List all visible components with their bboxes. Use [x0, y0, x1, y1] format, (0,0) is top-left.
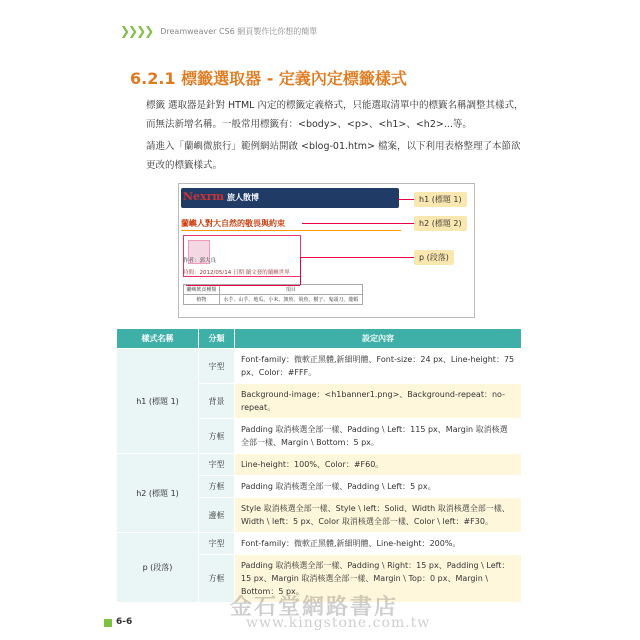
header-content: 設定內容	[235, 329, 522, 349]
time-line: 時間：2012/05/14 日期 蘭文發的蘭嶼世界	[183, 270, 290, 276]
row-value: Font-family：微軟正黑體,新細明體、Font-size：24 px、Line-height：75 px、Color：#FFF。	[235, 349, 522, 384]
row-value: Padding 取消核選全部一樣、Padding \ Left：115 px、Margin 取消核選全部一樣、Margin \ Bottom：5 px。	[235, 419, 522, 454]
row-category: 方框	[199, 555, 235, 603]
row-category: 邊框	[199, 498, 235, 533]
row-value: Padding 取消核選全部一樣、Padding \ Right：15 px、Padding \ Left：15 px、Margin 取消核選全部一樣、Margin \ Top：0 px、Margin \ Bottom：5 px。	[235, 555, 522, 603]
table-header-row	[117, 329, 522, 349]
row-category: 方框	[199, 419, 235, 454]
watermark-url: www.kingstone.com.tw	[246, 615, 431, 631]
h2-heading: 蘭嶼人對大自然的敬畏與約束	[181, 219, 285, 228]
row-category: 背景	[199, 384, 235, 419]
page-marker-icon	[104, 619, 112, 627]
header-style-name: 樣式名稱	[117, 329, 199, 349]
site-logo: Nexrm	[183, 190, 225, 203]
row-category: 方框	[199, 476, 235, 498]
header-category: 分類	[199, 329, 235, 349]
food-table-cell-2: 水芋、山芋、地瓜、小米、旗魚、飛魚、樹子、鬼頭刀、龍蝦	[219, 295, 362, 305]
callout-line-p-horizontal	[186, 285, 300, 286]
row-category: 字型	[199, 349, 235, 384]
food-table-cell-1: 植物	[184, 295, 220, 305]
row-value: Line-height：100%、Color：#F60。	[235, 454, 522, 476]
banner-text: 旅人散博	[227, 193, 259, 202]
style-settings-table	[116, 328, 522, 603]
row-value: Padding 取消核選全部一樣、Padding \ Left：5 px。	[235, 476, 522, 498]
table-row	[117, 533, 522, 555]
food-table	[183, 284, 363, 305]
table-row	[117, 454, 522, 476]
h2-underline	[181, 230, 401, 231]
row-value: Background-image：<h1banner1.png>、Background-repeat：no-repeat。	[235, 384, 522, 419]
row-category: 字型	[199, 454, 235, 476]
group-name-p: p (段落)	[117, 533, 199, 603]
callout-h1: h1 (標題 1)	[414, 192, 467, 207]
table-row	[117, 349, 522, 384]
section-title: 6.2.1 標籤選取器 - 定義內定標籤樣式	[130, 69, 407, 88]
group-name-h1: h1 (標題 1)	[117, 349, 199, 454]
food-table-header-2: 項目	[219, 285, 362, 295]
h1-banner	[181, 188, 399, 208]
row-value: Style 取消核選全部一樣、Style \ left：Solid、Width 取消核選全部一樣、Width \ left：5 px、Color 取消核選全部一樣、Color \ left：#F30。	[235, 498, 522, 533]
author-line: 作者：郭大良	[183, 258, 217, 264]
callout-line-h1	[398, 199, 414, 200]
callout-h2: h2 (標題 2)	[414, 216, 467, 231]
chevron-icon: ❯❯❯❯	[120, 24, 153, 38]
food-table-header-1: 蘭嶼飲食種類	[184, 285, 220, 295]
row-category: 字型	[199, 533, 235, 555]
running-header	[120, 24, 317, 38]
callout-line-p	[300, 257, 414, 258]
watermark-logo: 金石堂網路書店	[230, 594, 399, 620]
callout-line-h2	[302, 223, 414, 224]
book-title: Dreamweaver CS6 網頁製作比你想的簡單	[160, 26, 318, 36]
callout-line-p-vertical	[300, 257, 301, 285]
page-number: 6-6	[116, 617, 133, 627]
paragraph-instruction: 請進入「蘭嶼微旅行」範例網站開啟 <blog-01.htm> 檔案，以下利用表格整理了本節欲更改的標籤樣式。	[146, 141, 521, 171]
group-name-h2: h2 (標題 1)	[117, 454, 199, 533]
callout-p: p (段落)	[414, 250, 454, 265]
paragraph-intro: 標籤 選取器是針對 HTML 內定的標籤定義格式，只能選取清單中的標籤名稱調整其樣式，而無法新增名稱。一般常用標籤有：<body>、<p>、<h1>、<h2>...等。	[146, 100, 524, 130]
row-value: Font-family：微軟正黑體,新細明體、Line-height：200%。	[235, 533, 522, 555]
